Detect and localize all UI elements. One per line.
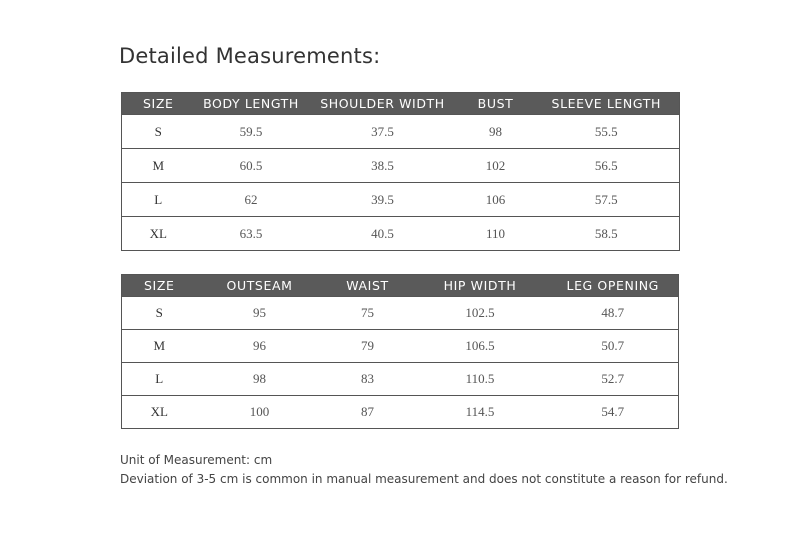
shoulder-width-cell: 40.5 <box>308 217 458 251</box>
size-cell: L <box>122 183 195 217</box>
body-length-cell: 63.5 <box>195 217 308 251</box>
column-header-shoulder-width: SHOULDER WIDTH <box>308 93 458 115</box>
unit-note: Unit of Measurement: cm <box>120 453 273 467</box>
column-header-bust: BUST <box>458 93 534 115</box>
sleeve-length-cell: 57.5 <box>534 183 680 217</box>
table-header-row <box>122 93 680 115</box>
column-header-sleeve-length: SLEEVE LENGTH <box>534 93 680 115</box>
bottom-measurement-table <box>121 274 679 429</box>
table-row <box>122 330 679 363</box>
hip-width-cell: 102.5 <box>413 297 548 330</box>
table-row <box>122 115 680 149</box>
outseam-cell: 96 <box>197 330 323 363</box>
size-cell: S <box>122 297 197 330</box>
column-header-leg-opening: LEG OPENING <box>548 275 679 297</box>
size-cell: M <box>122 149 195 183</box>
waist-cell: 83 <box>323 363 413 396</box>
shoulder-width-cell: 39.5 <box>308 183 458 217</box>
waist-cell: 75 <box>323 297 413 330</box>
bust-cell: 102 <box>458 149 534 183</box>
body-length-cell: 62 <box>195 183 308 217</box>
leg-opening-cell: 50.7 <box>548 330 679 363</box>
sleeve-length-cell: 58.5 <box>534 217 680 251</box>
size-cell: XL <box>122 217 195 251</box>
table-row <box>122 217 680 251</box>
leg-opening-cell: 54.7 <box>548 396 679 429</box>
table-row <box>122 363 679 396</box>
hip-width-cell: 110.5 <box>413 363 548 396</box>
deviation-note: Deviation of 3-5 cm is common in manual measurement and does not constitute a reason for refund. <box>120 472 728 486</box>
column-header-outseam: OUTSEAM <box>197 275 323 297</box>
body-length-cell: 59.5 <box>195 115 308 149</box>
shoulder-width-cell: 37.5 <box>308 115 458 149</box>
waist-cell: 87 <box>323 396 413 429</box>
waist-cell: 79 <box>323 330 413 363</box>
size-cell: L <box>122 363 197 396</box>
table-row <box>122 149 680 183</box>
size-cell: XL <box>122 396 197 429</box>
table-row <box>122 297 679 330</box>
sleeve-length-cell: 56.5 <box>534 149 680 183</box>
shoulder-width-cell: 38.5 <box>308 149 458 183</box>
body-length-cell: 60.5 <box>195 149 308 183</box>
outseam-cell: 95 <box>197 297 323 330</box>
size-cell: S <box>122 115 195 149</box>
column-header-size: SIZE <box>122 93 195 115</box>
column-header-size: SIZE <box>122 275 197 297</box>
table-row <box>122 396 679 429</box>
hip-width-cell: 106.5 <box>413 330 548 363</box>
bust-cell: 110 <box>458 217 534 251</box>
table-row <box>122 183 680 217</box>
sleeve-length-cell: 55.5 <box>534 115 680 149</box>
bust-cell: 98 <box>458 115 534 149</box>
column-header-body-length: BODY LENGTH <box>195 93 308 115</box>
leg-opening-cell: 48.7 <box>548 297 679 330</box>
page-title: Detailed Measurements: <box>119 44 381 68</box>
table-header-row <box>122 275 679 297</box>
leg-opening-cell: 52.7 <box>548 363 679 396</box>
hip-width-cell: 114.5 <box>413 396 548 429</box>
column-header-waist: WAIST <box>323 275 413 297</box>
bust-cell: 106 <box>458 183 534 217</box>
size-cell: M <box>122 330 197 363</box>
outseam-cell: 100 <box>197 396 323 429</box>
top-measurement-table <box>121 92 680 251</box>
outseam-cell: 98 <box>197 363 323 396</box>
column-header-hip-width: HIP WIDTH <box>413 275 548 297</box>
